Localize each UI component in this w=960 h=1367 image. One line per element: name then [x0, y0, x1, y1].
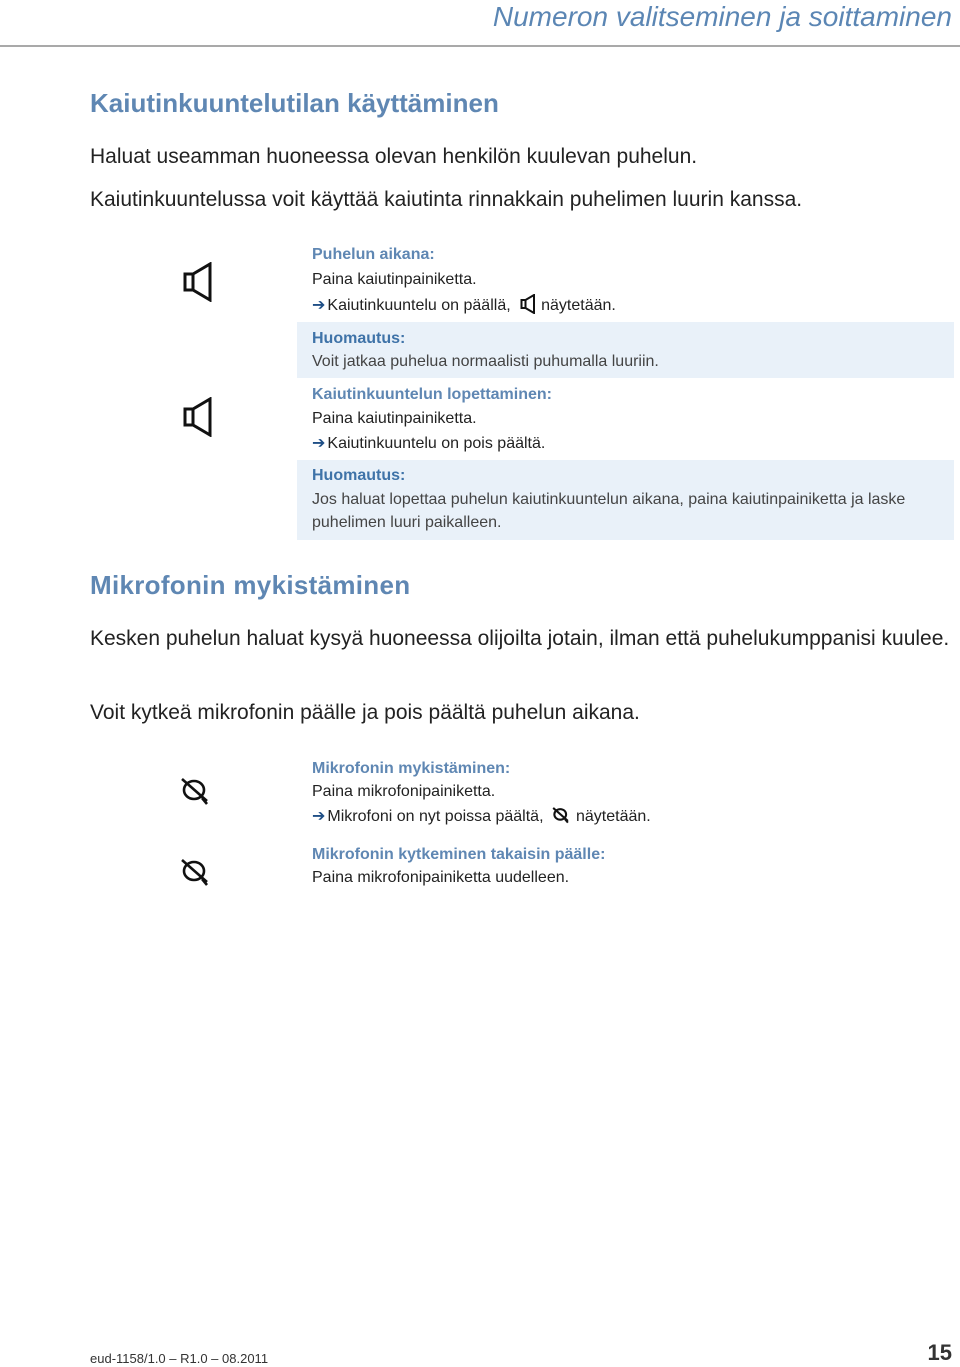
section-title-mute: [90, 570, 410, 601]
footer-doc-code: eud-1158/1.0 – R1.0 – 08.2011: [90, 1351, 269, 1366]
note-1-label: Huomautus:: [312, 330, 406, 347]
header-divider: [0, 45, 960, 47]
during-call-result: [312, 294, 616, 315]
mute-result-text: Mikrofoni on nyt poissa päältä,: [327, 808, 544, 825]
during-call-result-suffix: näytetään.: [541, 297, 616, 314]
section-title-mute-text: Mikrofonin mykistäminen: [90, 570, 411, 600]
intro-line-1: Haluat useamman huoneessa olevan henkilön kuulevan puhelun.: [90, 145, 698, 168]
arrow-right-icon: ➔: [312, 297, 326, 314]
stop-speaker-result: [312, 433, 545, 453]
note-2-label: Huomautus:: [312, 467, 406, 484]
speaker-icon: [182, 397, 214, 437]
mute-result-suffix: näytetään.: [575, 808, 651, 825]
stop-speaker-result-text: Kaiutinkuuntelu on pois päältä.: [327, 435, 546, 452]
stop-speaker-label: Kaiutinkuuntelun lopettaminen:: [312, 386, 552, 403]
during-call-step: Paina kaiutinpainiketta.: [312, 271, 477, 288]
mute-para-2: Voit kytkeä mikrofonin päälle ja pois päältä puhelun aikana.: [90, 701, 640, 724]
during-call-result-text: Kaiutinkuuntelu on päällä,: [327, 297, 511, 314]
mic-muted-icon: [180, 857, 212, 897]
page-number: 15: [927, 1340, 952, 1365]
mute-step: Paina mikrofonipainiketta.: [312, 783, 496, 800]
during-call-label: Puhelun aikana:: [312, 246, 435, 263]
stop-speaker-step: Paina kaiutinpainiketta.: [312, 410, 477, 427]
mute-label: Mikrofonin mykistäminen:: [312, 760, 511, 777]
speaker-icon: [182, 262, 214, 302]
arrow-right-icon: ➔: [312, 808, 326, 825]
mute-para-1: Kesken puhelun haluat kysyä huoneessa olijoilta jotain, ilman että puhelukumppanisi kuulee.: [90, 627, 950, 650]
mic-muted-icon: [180, 776, 212, 816]
mute-result: [312, 806, 651, 826]
unmute-label: Mikrofonin kytkeminen takaisin päälle:: [312, 846, 606, 863]
intro-line-2: Kaiutinkuuntelussa voit käyttää kaiutinta rinnakkain puhelimen luurin kanssa.: [90, 188, 803, 211]
page-header-title: Numeron valitseminen ja soittaminen: [492, 1, 952, 32]
speaker-icon-inline: [519, 294, 537, 314]
note-1-text: Voit jatkaa puhelua normaalisti puhumalla luuriin.: [312, 353, 659, 370]
note-2-text: Jos haluat lopettaa puhelun kaiutinkuuntelun aikana, paina kaiutinpainiketta ja laske puhelimen luuri paikalleen.: [312, 491, 906, 531]
unmute-step: Paina mikrofonipainiketta uudelleen.: [312, 869, 570, 886]
section-title-speaker: Kaiutinkuuntelutilan käyttäminen: [90, 88, 499, 118]
arrow-right-icon: ➔: [312, 435, 326, 452]
mic-muted-icon-inline: [552, 806, 572, 824]
